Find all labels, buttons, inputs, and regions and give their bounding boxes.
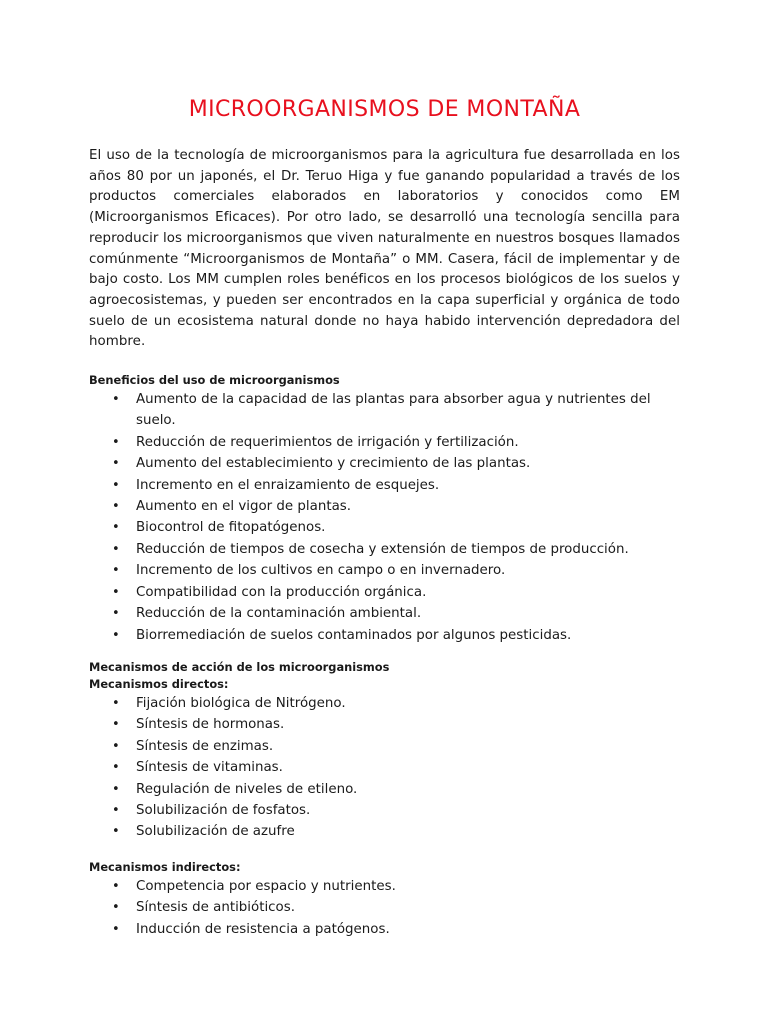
bullet-icon: •: [112, 499, 120, 515]
bullet-icon: •: [112, 900, 120, 916]
bullet-icon: •: [112, 563, 120, 579]
list-item: [89, 821, 680, 842]
bullet-icon: •: [112, 760, 120, 776]
bullet-icon: •: [112, 695, 120, 711]
list-item: [89, 757, 680, 778]
list-item-text: Incremento de los cultivos en campo o en invernadero.: [136, 563, 506, 579]
list-item: [89, 800, 680, 821]
list-item-text: Reducción de la contaminación ambiental.: [136, 606, 422, 622]
list-item-text: Compatibilidad con la producción orgánica.: [136, 584, 427, 600]
bullet-icon: •: [112, 802, 120, 818]
bullet-icon: •: [112, 456, 120, 472]
bullet-icon: •: [112, 627, 120, 643]
bullet-icon: •: [112, 781, 120, 797]
list-item-text: Biocontrol de fitopatógenos.: [136, 520, 326, 536]
list-item-text: Reducción de requerimientos de irrigación y fertilización.: [136, 434, 519, 450]
bullet-icon: •: [112, 921, 120, 937]
list-item-text: Regulación de niveles de etileno.: [136, 781, 358, 797]
list-item: [89, 625, 680, 646]
bullet-icon: •: [112, 606, 120, 622]
list-item: [89, 714, 680, 735]
list-item: [89, 693, 680, 714]
list-item: [89, 389, 680, 432]
list-item: [89, 432, 680, 453]
list-item: [89, 475, 680, 496]
bullet-icon: •: [112, 584, 120, 600]
list-item-text: Inducción de resistencia a patógenos.: [136, 921, 390, 937]
list-item-text: Solubilización de fosfatos.: [136, 802, 311, 818]
list-item-text: Síntesis de vitaminas.: [136, 760, 283, 776]
list-item-text: Síntesis de enzimas.: [136, 738, 274, 754]
list-item: [89, 897, 680, 918]
list-item: [89, 496, 680, 517]
mecanismos-heading: Mecanismos de acción de los microorganismos: [89, 659, 390, 674]
beneficios-heading: Beneficios del uso de microorganismos: [89, 373, 340, 388]
directos-list: [89, 693, 680, 843]
list-item-text: Síntesis de antibióticos.: [136, 900, 295, 916]
bullet-icon: •: [112, 878, 120, 894]
bullet-icon: •: [112, 434, 120, 450]
list-item-text: Competencia por espacio y nutrientes.: [136, 878, 396, 894]
bullet-icon: •: [112, 824, 120, 840]
list-item: [89, 582, 680, 603]
bullet-icon: •: [112, 717, 120, 733]
list-item-text: Fijación biológica de Nitrógeno.: [136, 695, 346, 711]
intro-paragraph: El uso de la tecnología de microorganismos para la agricultura fue desarrollada en los años 80 por un japonés, el Dr. Teruo Higa y fue ganando popularidad a través de los productos comerciales elaborados en laboratorios y conocidos como EM (Microorganismos Eficaces). Por otro lado, se desarrolló una tecnología sencilla para reproducir los microorganismos que viven naturalmente en nuestros bosques llamados comúnmente “Microorganismos de Montaña” o MM. Casera, fácil de implementar y de bajo costo. Los MM cumplen roles benéficos en los procesos biológicos de los suelos y agroecosistemas, y pueden ser encontrados en la capa superficial y orgánica de todo suelo de un ecosistema natural donde no haya habido intervención depredadora del hombre.: [89, 148, 680, 350]
bullet-icon: •: [112, 477, 120, 493]
list-item-text: Solubilización de azufre: [136, 824, 295, 840]
document-title: MICROORGANISMOS DE MONTAÑA: [188, 97, 581, 122]
list-item: [89, 517, 680, 538]
list-item-text: Biorremediación de suelos contaminados por algunos pesticidas.: [136, 627, 572, 643]
list-item: [89, 736, 680, 757]
list-item: [89, 876, 680, 897]
bullet-icon: •: [112, 392, 120, 408]
list-item-text: Reducción de tiempos de cosecha y extensión de tiempos de producción.: [136, 541, 629, 557]
list-item: [89, 603, 680, 624]
list-item-text: Aumento de la capacidad de las plantas para absorber agua y nutrientes del suelo.: [136, 392, 651, 429]
indirectos-list: [89, 876, 680, 940]
list-item-text: Síntesis de hormonas.: [136, 717, 285, 733]
list-item: [89, 779, 680, 800]
bullet-icon: •: [112, 541, 120, 557]
list-item-text: Incremento en el enraizamiento de esquejes.: [136, 477, 440, 493]
list-item-text: Aumento del establecimiento y crecimiento de las plantas.: [136, 456, 531, 472]
list-item-text: Aumento en el vigor de plantas.: [136, 499, 352, 515]
directos-heading: Mecanismos directos:: [89, 676, 229, 691]
indirectos-heading: Mecanismos indirectos:: [89, 859, 241, 874]
list-item: [89, 453, 680, 474]
bullet-icon: •: [112, 738, 120, 754]
list-item: [89, 539, 680, 560]
beneficios-list: [89, 389, 680, 646]
list-item: [89, 919, 680, 940]
bullet-icon: •: [112, 520, 120, 536]
list-item: [89, 560, 680, 581]
